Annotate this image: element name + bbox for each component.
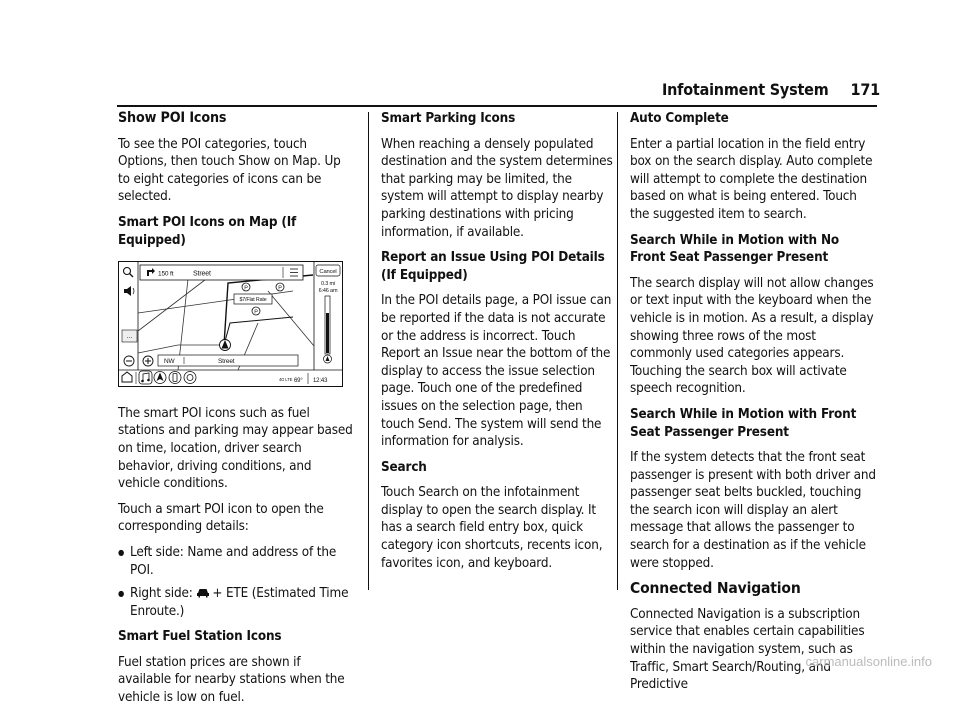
navigation-map-illustration xyxy=(118,261,343,387)
zoom-out-icon xyxy=(124,356,134,366)
section-title: Infotainment System xyxy=(661,80,829,99)
header-rule xyxy=(117,105,877,107)
map-eta-distance: 0.3 mi xyxy=(320,281,336,288)
parking-poi-icon xyxy=(252,307,260,316)
list-item xyxy=(118,585,356,620)
subheading-report-issue: Report an Issue Using POI Details (If Equipped) xyxy=(381,250,605,283)
map-street-top: Street xyxy=(193,270,211,278)
map-distance-top: 150 ft xyxy=(158,270,174,278)
phone-icon xyxy=(169,372,181,384)
bullet-text: + ETE (Estimated Time Enroute.) xyxy=(130,586,349,619)
details-list xyxy=(118,544,356,620)
paragraph: Enter a partial location in the field entry box on the search display. Auto complete will attempt to complete the destination based on what is being entered. Touch the suggested item to search. xyxy=(630,136,873,222)
paragraph: Touch Search on the infotainment display to open the search display. It has a search field entry box, quick category icon shortcuts, recents icon, favorites icon, and keyboard. xyxy=(381,485,603,571)
paragraph: When reaching a densely populated destination and the system determines that parking may be limited, the system will attempt to display nearby parking destinations with pricing information, if available. xyxy=(381,136,613,240)
subheading-auto-complete: Auto Complete xyxy=(630,111,729,126)
section-heading-connected-navigation: Connected Navigation xyxy=(630,579,801,598)
apps-icon xyxy=(184,372,196,384)
map-clock: 12:43 xyxy=(313,378,328,385)
subheading-smart-parking: Smart Parking Icons xyxy=(381,111,516,126)
svg-text:P: P xyxy=(254,309,258,316)
svg-text:P: P xyxy=(244,285,248,292)
navigation-icon xyxy=(154,372,166,384)
paragraph: Connected Navigation is a subscription service that enables certain capabilities within the navigation system, such as Traffic, Smart Search/Routing, and Predictive xyxy=(630,606,865,693)
parking-poi-icon xyxy=(276,283,284,292)
map-cancel-button: Cancel xyxy=(319,269,337,276)
poi-flat-rate-label: $7/Flat Rate xyxy=(239,297,267,304)
car-icon xyxy=(196,587,210,598)
subheading-search: Search xyxy=(381,459,427,475)
parking-poi-icon xyxy=(242,283,250,292)
map-eta-time: 6:46 am xyxy=(318,288,338,295)
column-2 xyxy=(381,110,613,580)
more-label: ... xyxy=(126,333,133,341)
signal-indicator: 4G LTE xyxy=(279,377,293,383)
paragraph: Fuel station prices are shown if available for nearby stations when the vehicle is low on fuel. xyxy=(118,654,345,706)
column-3 xyxy=(630,110,878,702)
zoom-in-icon xyxy=(143,356,153,366)
page-number: 171 xyxy=(850,80,880,99)
subheading-motion-no-passenger: Search While in Motion with No Front Seat Passenger Present xyxy=(630,232,840,266)
running-header xyxy=(600,80,880,104)
column-divider-2 xyxy=(617,112,618,590)
svg-text:P: P xyxy=(278,285,282,292)
column-divider-1 xyxy=(368,112,369,590)
subheading-smart-poi-map: Smart POI Icons on Map (If Equipped) xyxy=(118,214,297,248)
subheading-motion-passenger: Search While in Motion with Front Seat Passenger Present xyxy=(630,406,857,440)
paragraph: If the system detects that the front seat passenger is present with both driver and passenger seat belts buckled, touching the search icon will display an alert message that allows the passenger to search for a destination as if the vehicle were stopped. xyxy=(630,450,876,571)
paragraph: The smart POI icons such as fuel stations and parking may appear based on time, location, driver search behavior, driving conditions, and vehicle conditions. xyxy=(118,405,353,492)
section-heading-show-poi-icons: Show POI Icons xyxy=(118,110,227,126)
map-street-bottom: Street xyxy=(218,358,235,366)
audio-icon xyxy=(139,371,152,384)
paragraph: To see the POI categories, touch Options, then touch Show on Map. Up to eight categories of icons can be selected. xyxy=(118,136,341,205)
subheading-smart-fuel: Smart Fuel Station Icons xyxy=(118,629,282,645)
map-temperature: 69° xyxy=(294,378,303,385)
paragraph: The search display will not allow changes or text input with the keyboard when the vehicle is in motion. As a result, a display showing three rows of the most commonly used categories appears. Touching the search box will activate speech recognition. xyxy=(630,275,874,397)
bullet-lead-text: Right side: xyxy=(130,586,197,602)
paragraph: Touch a smart POI icon to open the corresponding details: xyxy=(118,501,324,535)
list-item: ● Left side: Name and address of the POI. xyxy=(118,544,356,579)
column-1 xyxy=(118,110,356,715)
map-heading-nw: NW xyxy=(164,358,175,366)
paragraph: In the POI details page, a POI issue can be reported if the data is not accurate or the address is incorrect. Touch Report an Issue near the bottom of the display to access the issue selection page. Touch one of the predefined issues on the selection page, then touch Send. The system will send the information for analysis. xyxy=(381,293,612,450)
vehicle-position-icon xyxy=(220,340,231,351)
watermark: carmanualsonline.info xyxy=(805,654,932,669)
